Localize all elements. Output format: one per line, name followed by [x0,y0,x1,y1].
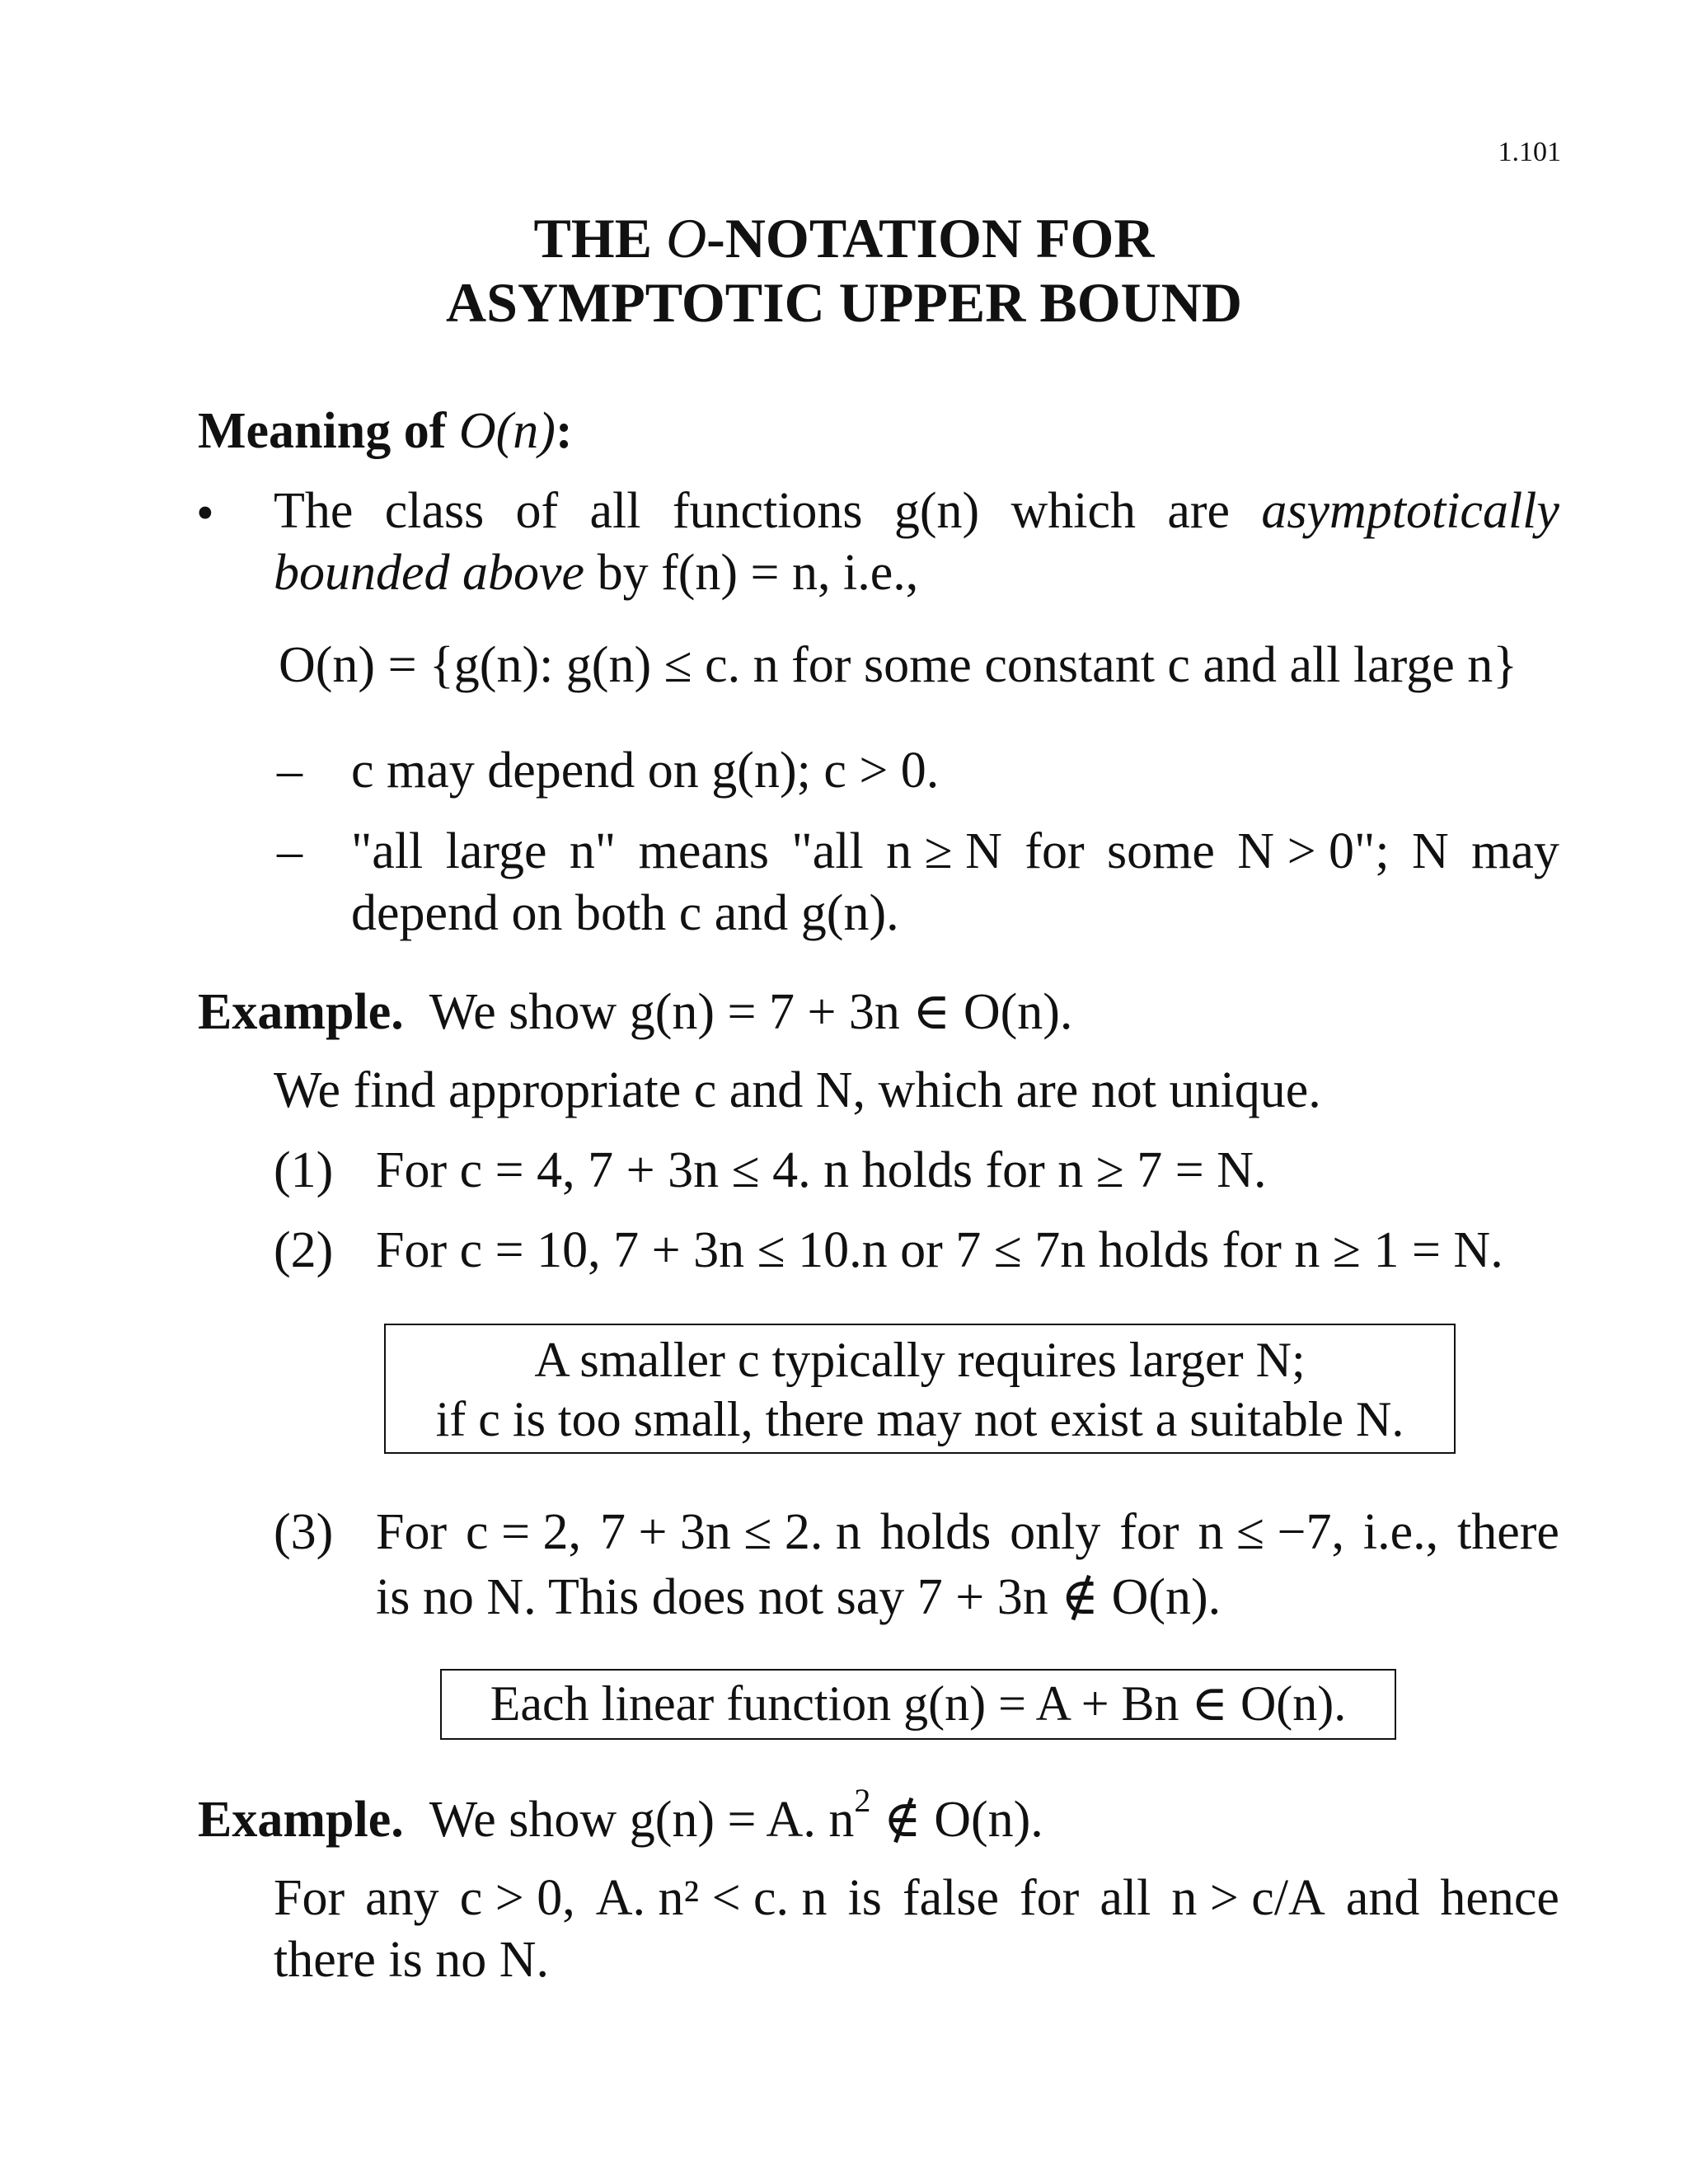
word: of [515,483,559,539]
word: hence [1440,1870,1559,1926]
word: "all [791,823,864,879]
bullet-line-2: bounded above by f(n) = n, i.e., [274,545,919,601]
word: false [902,1870,999,1926]
word: for [1119,1504,1179,1560]
o-symbol: O [666,207,707,269]
word: are [1167,483,1231,539]
word: may [1471,823,1559,879]
word: which [1010,483,1137,539]
dash-item-1: c may depend on g(n); c > 0. [351,743,940,799]
boxed-note-line-2: if c is too small, there may not exist a suitable N. [435,1392,1404,1446]
item-3-number: (3) [274,1504,334,1560]
dash-symbol-2: – [277,823,302,879]
word: For [274,1870,345,1926]
word: n" [569,823,617,879]
word: "all [351,823,424,879]
example-2-statement: Example. We show g(n) = A. $n^2$ ∉ O(n). [198,1782,1043,1848]
item-2-text: For c = 10, 7 + 3n ≤ 10.n or 7 ≤ 7n holds for n ≥ 1 = N. [376,1222,1503,1278]
boxed-note-line-1: A smaller c typically requires larger N; [534,1333,1306,1387]
example-2-line-2: there is no N. [274,1932,550,1988]
meaning-heading: Meaning of O(n): [198,403,573,459]
word: means [638,823,769,879]
word: large [445,823,547,879]
word: For [376,1504,448,1560]
word: n > c/A [1171,1870,1325,1926]
boxed-note-linear-function: Each linear function g(n) = A + Bn ∈ O(n). [440,1669,1396,1740]
definition-formula: O(n) = {g(n): g(n) ≤ c. n for some constant c and all large n} [279,637,1517,693]
word: g(n) [893,483,980,539]
word: c > 0, [459,1870,575,1926]
item-2-number: (2) [274,1222,334,1278]
word: i.e., [1362,1504,1439,1560]
word: only [1010,1504,1101,1560]
word: holds [879,1504,992,1560]
word: is [847,1870,882,1926]
word: 7 + 3n ≤ 2. n [599,1504,861,1560]
item-1-number: (1) [274,1142,334,1198]
page-title-line-2: ASYMPTOTIC UPPER BOUND [446,271,1242,334]
word: some [1107,823,1215,879]
example-2-line-1 [274,1869,1559,1928]
word: n ≥ N [886,823,1002,879]
word: N [1411,823,1449,879]
word: there [1457,1504,1559,1560]
word: all [1100,1870,1151,1926]
word: class [384,483,485,539]
word: and [1345,1870,1420,1926]
word: A. n² < c. n [595,1870,828,1926]
dash-symbol-1: – [277,743,302,799]
bullet-line-1 [274,482,1559,541]
word: functions [672,483,863,539]
item-1-text: For c = 4, 7 + 3n ≤ 4. n holds for n ≥ 7 = N. [376,1142,1267,1198]
example-1-intro: We find appropriate c and N, which are not unique. [274,1062,1321,1118]
word: N > 0"; [1237,823,1390,879]
boxed-note-smaller-c [384,1324,1456,1454]
dash-item-2-line-1 [351,823,1559,881]
word: n ≤ −7, [1198,1504,1344,1560]
word: for [1020,1870,1080,1926]
word: The [274,483,354,539]
dash-item-2-line-2: depend on both c and g(n). [351,885,899,941]
word: asymptotically [1261,483,1559,539]
word: for [1025,823,1085,879]
page-number: 1.101 [1498,137,1561,167]
page-title-line-1: THE O-NOTATION FOR [533,207,1155,269]
word: all [589,483,641,539]
item-3-line-1 [376,1503,1559,1562]
word: c = 2, [466,1504,582,1560]
bullet-symbol: • [196,485,214,541]
word: any [365,1870,439,1926]
example-1-statement: Example. We show g(n) = 7 + 3n ∈ O(n). [198,984,1073,1040]
item-3-line-2: is no N. This does not say 7 + 3n ∉ O(n). [376,1569,1221,1625]
